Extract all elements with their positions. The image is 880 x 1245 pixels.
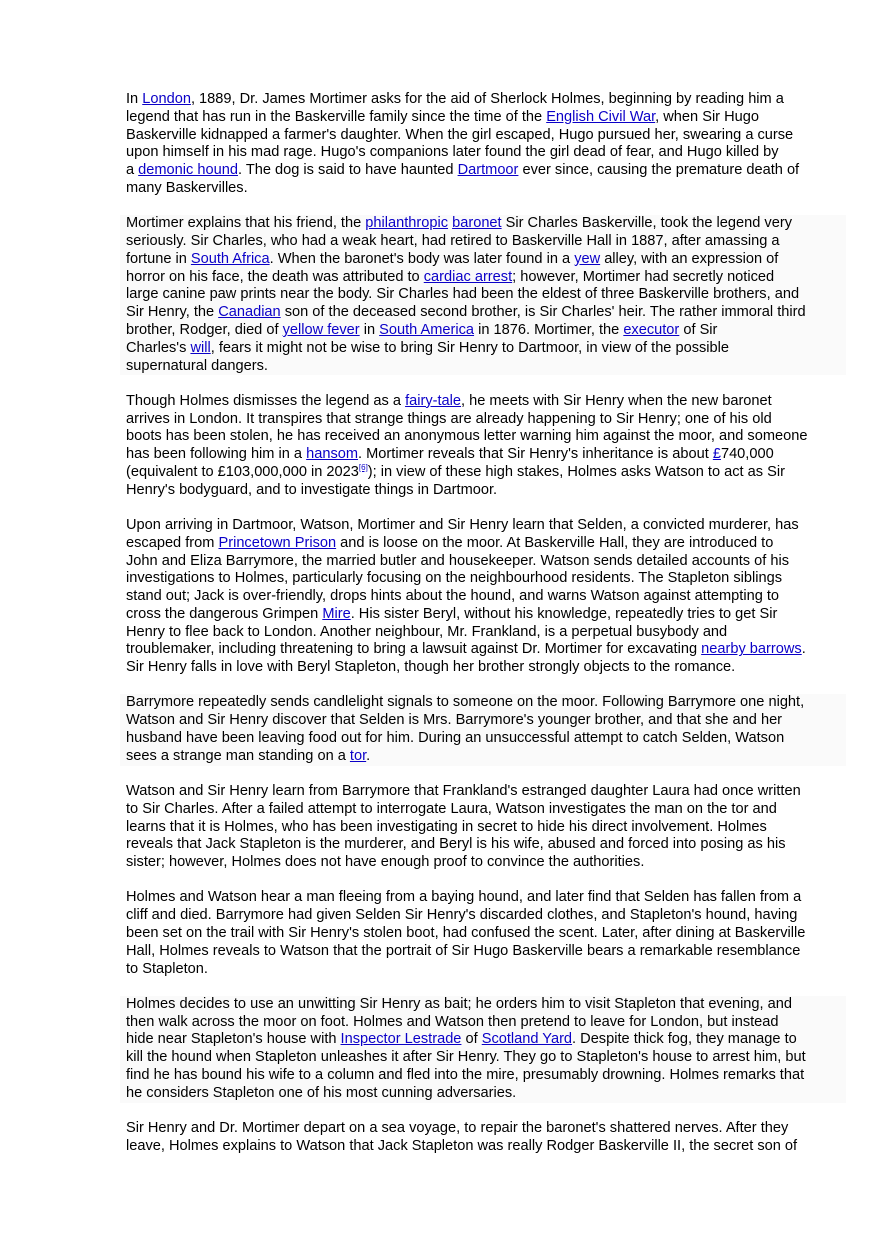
text-segment: fortune in xyxy=(126,250,191,267)
text-segment: find he has bound his wife to a column and fled into the mire, presumably drowning. Holmes remarks that xyxy=(126,1066,805,1083)
text-line xyxy=(126,819,826,837)
text-line xyxy=(126,624,826,642)
text-line xyxy=(126,517,826,535)
text-segment: leave, Holmes explains to Watson that Jack Stapleton was really Rodger Baskerville II, the secret son of xyxy=(126,1137,798,1154)
text-segment: Watson and Sir Henry discover that Selden is Mrs. Barrymore's younger brother, and that she and her xyxy=(126,712,783,729)
text-line xyxy=(126,411,826,429)
wiki-link[interactable]: London xyxy=(142,91,191,107)
text-segment: hide near Stapleton's house with xyxy=(126,1031,341,1048)
text-segment: . When the baronet's body was later found in a xyxy=(269,250,575,267)
paragraph xyxy=(126,783,826,872)
wiki-link[interactable]: executor xyxy=(623,321,680,338)
text-segment: seriously. Sir Charles, who had a weak heart, had retired to Baskerville Hall in 1887, after amassing a xyxy=(126,232,780,249)
wiki-link[interactable]: South Africa xyxy=(190,250,270,267)
text-segment: , 1889, Dr. James Mortimer asks for the aid of Sherlock Holmes, beginning by reading him a xyxy=(190,91,784,107)
text-line xyxy=(126,482,826,500)
paragraph xyxy=(126,1120,826,1156)
paragraph xyxy=(120,996,846,1103)
text-segment: . xyxy=(801,641,806,658)
text-line xyxy=(126,961,826,979)
text-line xyxy=(126,553,826,571)
text-line xyxy=(126,358,846,376)
wiki-link[interactable]: Scotland Yard xyxy=(481,1031,573,1048)
text-line xyxy=(126,783,826,801)
wiki-link[interactable]: tor xyxy=(349,747,367,764)
text-segment: in 1876. Mortimer, the xyxy=(474,321,624,338)
text-segment: then walk across the moor on foot. Holmes and Watson then pretend to leave for London, but instead xyxy=(126,1013,779,1030)
text-segment: (equivalent to £103,000,000 in 2023 xyxy=(126,463,359,480)
text-line xyxy=(126,446,826,464)
text-segment: escaped from xyxy=(126,534,219,551)
text-line xyxy=(126,1014,846,1032)
text-line xyxy=(126,215,846,233)
text-line xyxy=(126,464,826,482)
wiki-link[interactable]: baronet xyxy=(452,215,502,232)
text-segment: to Sir Charles. After a failed attempt to interrogate Laura, Watson investigates the man on the tor and xyxy=(126,800,777,817)
text-segment: of Sir xyxy=(679,321,718,338)
text-segment: learns that it is Holmes, who has been investigating in secret to hide his direct involvement. Holmes xyxy=(126,818,767,835)
wiki-link[interactable]: will xyxy=(190,339,211,356)
text-segment: sister; however, Holmes does not have enough proof to convince the authorities. xyxy=(126,854,645,871)
paragraph xyxy=(126,91,826,198)
text-line xyxy=(126,570,826,588)
text-line xyxy=(126,1085,846,1103)
wiki-link[interactable]: £ xyxy=(712,446,721,463)
paragraph xyxy=(126,517,826,677)
text-segment: . Mortimer reveals that Sir Henry's inheritance is about xyxy=(358,446,713,463)
citation-superscript xyxy=(359,463,368,472)
text-line xyxy=(126,428,826,446)
text-line xyxy=(126,535,826,553)
text-line xyxy=(126,304,846,322)
text-line xyxy=(126,1031,846,1049)
text-segment: alley, with an expression of xyxy=(600,250,779,267)
text-segment: investigations to Holmes, particularly focusing on the neighbourhood residents. The Stapleton siblings xyxy=(126,570,783,587)
text-line xyxy=(126,251,846,269)
text-segment: In xyxy=(126,91,143,107)
text-line xyxy=(126,748,846,766)
text-segment: ; however, Mortimer had secretly noticed xyxy=(512,268,775,285)
text-segment: , fears it might not be wise to bring Sir Henry to Dartmoor, in view of the possible xyxy=(210,339,730,356)
text-segment: supernatural dangers. xyxy=(126,357,268,374)
wiki-link[interactable]: demonic hound xyxy=(138,162,238,179)
text-segment: Though Holmes dismisses the legend as a xyxy=(126,392,406,409)
text-line xyxy=(126,907,826,925)
text-line xyxy=(126,1067,846,1085)
paragraph xyxy=(126,889,826,978)
text-segment: Sir Charles Baskerville, took the legend very xyxy=(501,215,792,232)
text-segment: , he meets with Sir Henry when the new baronet xyxy=(461,392,772,409)
text-line xyxy=(126,233,846,251)
paragraph xyxy=(126,393,826,500)
wiki-link[interactable]: Canadian xyxy=(218,304,281,321)
text-segment: ); in view of these high stakes, Holmes asks Watson to act as Sir xyxy=(367,463,785,480)
wiki-link[interactable]: yellow fever xyxy=(282,321,360,338)
text-line xyxy=(126,109,826,127)
text-segment: Holmes decides to use an unwitting Sir Henry as bait; he orders him to visit Stapleton that evening, and xyxy=(126,995,792,1012)
wiki-link[interactable]: South America xyxy=(379,321,475,338)
text-segment: to Stapleton. xyxy=(126,960,208,977)
wiki-link[interactable]: hansom xyxy=(306,446,359,463)
text-segment: Sir Henry and Dr. Mortimer depart on a sea voyage, to repair the baronet's shattered nerves. After they xyxy=(126,1119,789,1136)
wiki-link[interactable]: Mire xyxy=(322,605,351,622)
text-segment: and is loose on the moor. At Baskerville Hall, they are introduced to xyxy=(336,534,774,551)
text-segment: cliff and died. Barrymore had given Selden Sir Henry's discarded clothes, and Stapleton's hound, having xyxy=(126,907,798,924)
text-segment: large canine paw prints near the body. Sir Charles had been the eldest of three Baskerville brothers, and xyxy=(126,286,800,303)
wiki-link[interactable]: Dartmoor xyxy=(457,162,519,179)
text-line xyxy=(126,996,846,1014)
text-segment: a xyxy=(126,162,139,179)
text-segment: . Despite thick fog, they manage to xyxy=(572,1031,797,1048)
text-line xyxy=(126,269,846,287)
text-line xyxy=(126,606,826,624)
wiki-link[interactable]: philanthropic xyxy=(365,215,449,232)
text-line xyxy=(126,127,826,145)
wiki-link[interactable]: Princetown Prison xyxy=(218,534,337,551)
text-segment: reveals that Jack Stapleton is the murderer, and Beryl is his wife, abused and forced into posing as his xyxy=(126,836,786,853)
text-segment: cross the dangerous Grimpen xyxy=(126,605,323,622)
text-line xyxy=(126,641,826,659)
wiki-link[interactable]: English Civil War xyxy=(546,108,656,125)
text-line xyxy=(126,712,846,730)
text-segment: Watson and Sir Henry learn from Barrymore that Frankland's estranged daughter Laura had once written xyxy=(126,783,801,800)
text-segment: boots has been stolen, he has received an anonymous letter warning him against the moor, and someone xyxy=(126,428,808,445)
text-segment: he considers Stapleton one of his most cunning adversaries. xyxy=(126,1084,517,1101)
text-line xyxy=(126,943,826,961)
text-segment: Sir Henry, the xyxy=(126,304,219,321)
text-line xyxy=(126,322,846,340)
text-segment: Mortimer explains that his friend, the xyxy=(126,215,366,232)
text-line xyxy=(126,730,846,748)
wiki-link[interactable]: nearby barrows xyxy=(701,641,802,658)
text-segment: son of the deceased second brother, is Sir Charles' heir. The rather immoral third xyxy=(280,304,806,321)
text-line xyxy=(126,588,826,606)
text-segment: Hall, Holmes reveals to Watson that the portrait of Sir Hugo Baskerville bears a remarkable resemblance xyxy=(126,942,801,959)
text-line xyxy=(126,836,826,854)
paragraph xyxy=(120,215,846,375)
text-segment: . The dog is said to have haunted xyxy=(237,162,458,179)
text-segment: sees a strange man standing on a xyxy=(126,747,350,764)
citation-link[interactable]: [6] xyxy=(358,462,368,472)
text-line xyxy=(126,144,826,162)
text-segment: Baskerville kidnapped a farmer's daughter. When the girl escaped, Hugo pursued her, swearing a curse xyxy=(126,126,794,143)
text-segment: John and Eliza Barrymore, the married butler and housekeeper. Watson sends detailed accounts of his xyxy=(126,552,790,569)
text-segment: Henry to flee back to London. Another neighbour, Mr. Frankland, is a perpetual busybody and xyxy=(126,623,728,640)
text-line xyxy=(126,925,826,943)
text-line xyxy=(126,180,826,198)
text-segment: upon himself in his mad rage. Hugo's companions later found the girl dead of fear, and Hugo killed by xyxy=(126,144,779,161)
text-segment: Barrymore repeatedly sends candlelight signals to someone on the moor. Following Barrymore one night, xyxy=(126,694,805,711)
text-segment: of xyxy=(461,1031,482,1048)
text-line xyxy=(126,1120,826,1138)
text-segment: Henry's bodyguard, and to investigate things in Dartmoor. xyxy=(126,481,498,498)
text-line xyxy=(126,393,826,411)
text-segment: Holmes and Watson hear a man fleeing from a baying hound, and later find that Selden has fallen from a xyxy=(126,889,802,906)
text-line xyxy=(126,694,846,712)
paragraph xyxy=(120,694,846,765)
text-line xyxy=(126,801,826,819)
text-line xyxy=(126,854,826,872)
text-segment: ever since, causing the premature death of xyxy=(518,162,800,179)
text-segment: Upon arriving in Dartmoor, Watson, Mortimer and Sir Henry learn that Selden, a convicted murderer, has xyxy=(126,516,799,533)
text-segment: 740,000 xyxy=(720,446,774,463)
wiki-link[interactable]: fairy-tale xyxy=(405,392,462,409)
text-segment: legend that has run in the Baskerville family since the time of the xyxy=(126,108,547,125)
text-segment: arrives in London. It transpires that strange things are already happening to Sir Henry; one of his old xyxy=(126,410,772,427)
text-line xyxy=(126,1138,826,1156)
text-segment: kill the hound when Stapleton unleashes it after Sir Henry. They go to Stapleton's house to arrest him, but xyxy=(126,1049,806,1066)
text-segment: has been following him in a xyxy=(126,446,307,463)
text-segment: horror on his face, the death was attributed to xyxy=(126,268,424,285)
text-line xyxy=(126,659,826,677)
text-line xyxy=(126,340,846,358)
text-segment: , when Sir Hugo xyxy=(655,108,759,125)
wiki-link[interactable]: yew xyxy=(574,250,601,267)
text-segment: been set on the trail with Sir Henry's stolen boot, had confused the scent. Later, after dining at Baskerville xyxy=(126,925,806,942)
text-segment: Sir Henry falls in love with Beryl Stapleton, though her brother strongly objects to the romance. xyxy=(126,659,736,676)
text-segment: in xyxy=(359,321,380,338)
text-line xyxy=(126,91,826,109)
text-segment: troublemaker, including threatening to bring a lawsuit against Dr. Mortimer for excavating xyxy=(126,641,702,658)
text-segment: stand out; Jack is over-friendly, drops hints about the hound, and warns Watson against attempting to xyxy=(126,588,780,605)
wiki-link[interactable]: cardiac arrest xyxy=(423,268,513,285)
text-segment: husband have been leaving food out for him. During an unsuccessful attempt to catch Selden, Watson xyxy=(126,730,785,747)
text-line xyxy=(126,1049,846,1067)
text-line xyxy=(126,162,826,180)
text-line xyxy=(126,889,826,907)
text-segment: brother, Rodger, died of xyxy=(126,321,283,338)
text-segment: Charles's xyxy=(126,339,191,356)
wiki-link[interactable]: Inspector Lestrade xyxy=(340,1031,462,1048)
text-segment: many Baskervilles. xyxy=(126,179,248,196)
article-body xyxy=(126,91,826,1173)
text-segment: . xyxy=(366,747,371,764)
text-segment: . His sister Beryl, without his knowledge, repeatedly tries to get Sir xyxy=(350,605,778,622)
text-line xyxy=(126,286,846,304)
